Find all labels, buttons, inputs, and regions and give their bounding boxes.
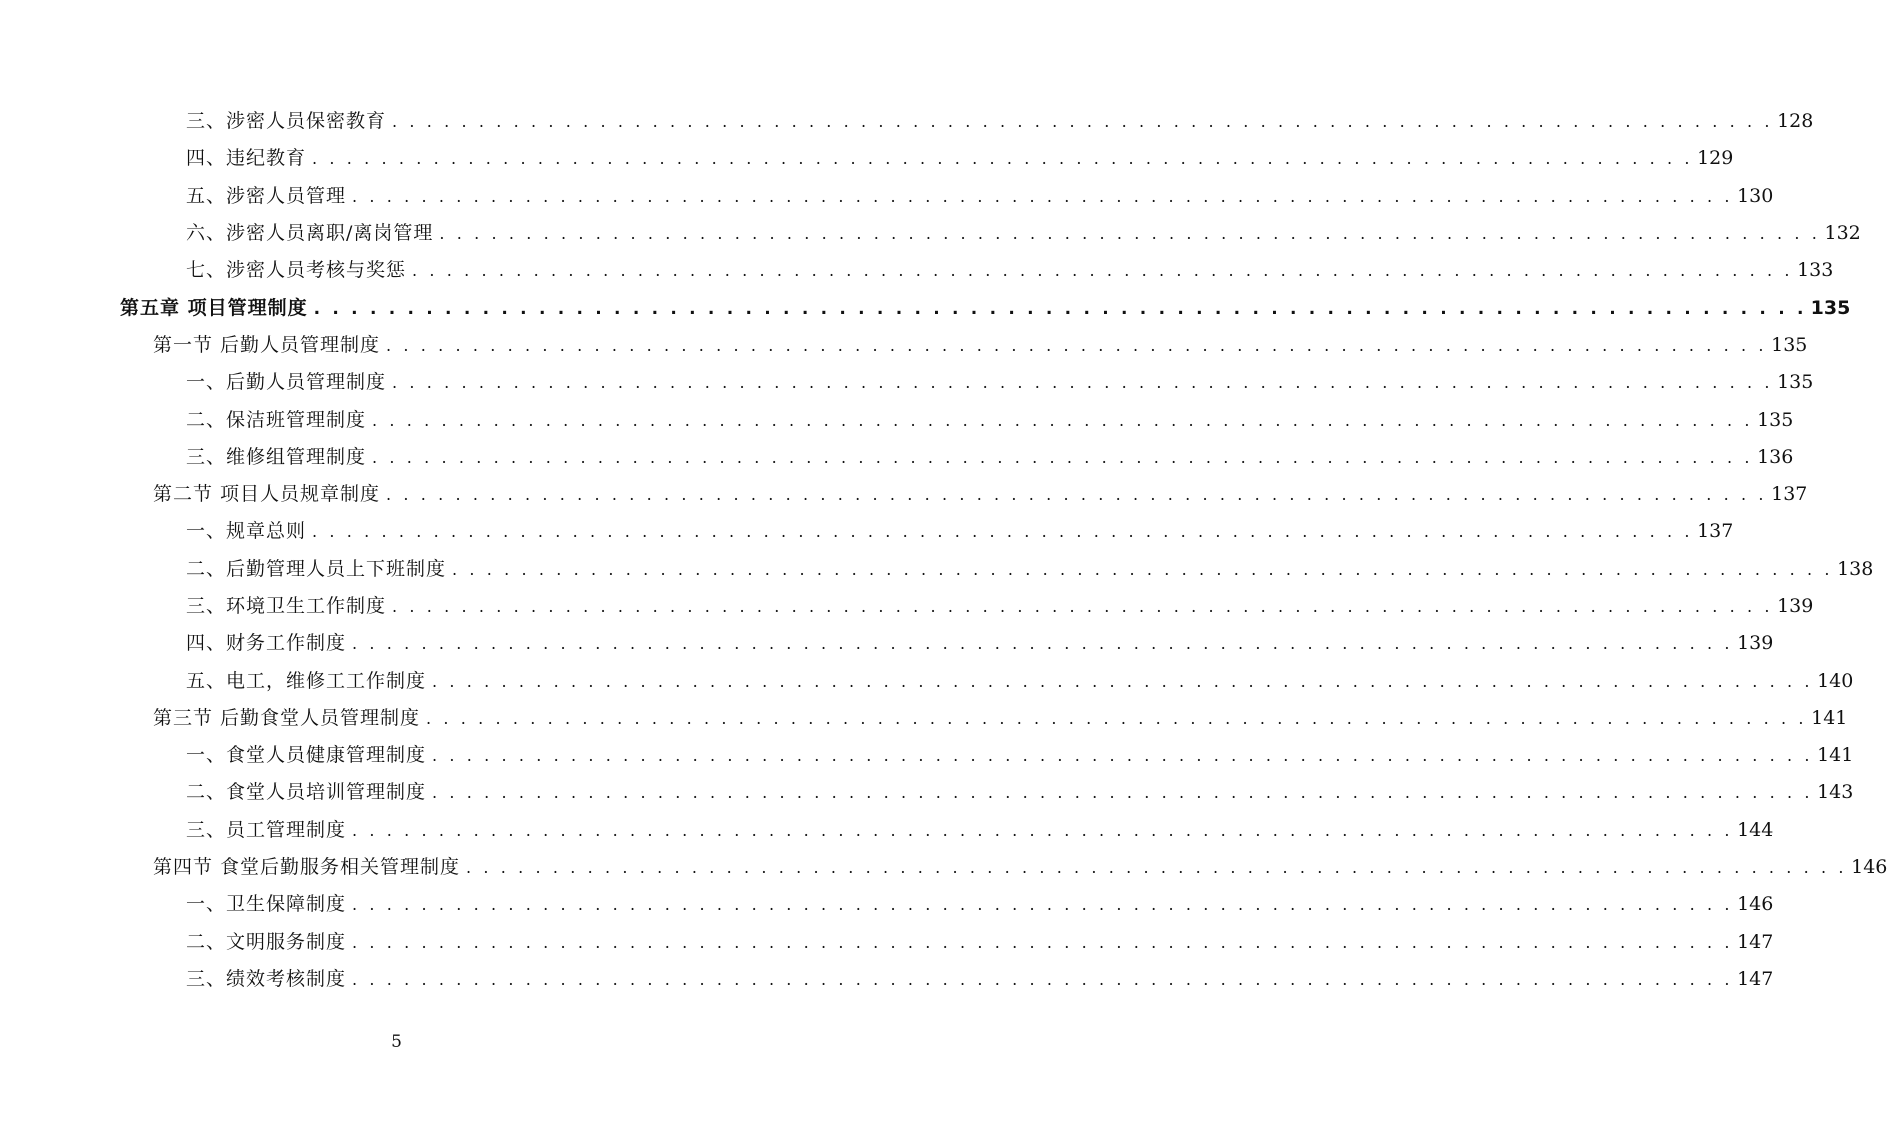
toc-entry-page: 143 (1817, 781, 1854, 804)
toc-leader-dots: . . . . . . . . . . . . . . . . . . . . . . . . . . . . . . . . . . . . . . . . . . . . . . . . . . . . . . . . . . . . . . . . . . . . . . . . . . . . . . . . (392, 597, 1774, 616)
toc-item[interactable] (0, 586, 1814, 623)
toc-entry-page: 147 (1737, 930, 1774, 953)
toc-entry (186, 927, 1774, 954)
toc-leader-dots: . . . . . . . . . . . . . . . . . . . . . . . . . . . . . . . . . . . . . . . . . . . . . . . . . . . . . . . . . . . . . . . . . . . . . . . . . . . . . . . . (392, 112, 1774, 132)
toc-item[interactable] (0, 810, 1774, 847)
toc-leader-dots: . . . . . . . . . . . . . . . . . . . . . . . . . . . . . . . . . . . . . . . . . . . . . . . . . . . . . . . . . . . . . . . . . . . . . . . . . . . . . . . . (372, 447, 1754, 467)
toc-entry-title: 一、食堂人员健康管理制度 (186, 744, 427, 767)
toc-entry (186, 405, 1794, 432)
toc-item[interactable] (0, 772, 1854, 809)
toc-entry-title: 二、文明服务制度 (186, 930, 347, 953)
toc-entry (186, 367, 1814, 394)
toc-entry-title: 四、违纪教育 (186, 147, 307, 170)
toc-chapter[interactable] (0, 287, 1851, 324)
toc-entry-page: 136 (1757, 445, 1794, 468)
toc-entry-title: 二、保洁班管理制度 (186, 408, 367, 431)
toc-entry-title: 三、涉密人员保密教育 (186, 110, 387, 133)
toc-entry-title: 第一节 后勤人员管理制度 (153, 333, 381, 356)
toc-section[interactable] (0, 847, 1887, 884)
toc-entry-page: 133 (1797, 259, 1834, 282)
toc-entry-title: 五、涉密人员管理 (186, 184, 347, 207)
toc-section[interactable] (0, 325, 1808, 362)
toc-leader-dots: . . . . . . . . . . . . . . . . . . . . . . . . . . . . . . . . . . . . . . . . . . . . . . . . . . . . . . . . . . . . . . . . . . . . . . . . . . . . . . . . (386, 335, 1768, 355)
toc-entry (153, 852, 1887, 879)
toc-leader-dots: . . . . . . . . . . . . . . . . . . . . . . . . . . . . . . . . . . . . . . . . . . . . . . . . . . . . . . . . . . . . . . . . . . . . . . . . . . . . . . . . (466, 858, 1848, 878)
toc-entry (186, 516, 1734, 543)
toc-entry-page: 135 (1810, 296, 1851, 319)
toc-entry (186, 255, 1834, 282)
toc-leader-dots: . . . . . . . . . . . . . . . . . . . . . . . . . . . . . . . . . . . . . . . . . . . . . . . . . . . . . . . . . . . . . . . . . . . . . . . . . . . . . . . . (372, 410, 1754, 430)
toc-entry-title: 第四节 食堂后勤服务相关管理制度 (153, 856, 461, 879)
toc-item[interactable] (0, 735, 1854, 772)
toc-item[interactable] (0, 959, 1774, 996)
toc-entry (153, 330, 1808, 357)
toc-leader-dots: . . . . . . . . . . . . . . . . . . . . . . . . . . . . . . . . . . . . . . . . . . . . . . . . . . . . . . . . . . . . . . . . . . . . . . . . . . . . . . . . (392, 373, 1774, 393)
toc-entry-page: 141 (1811, 706, 1848, 729)
toc-entry (120, 293, 1851, 320)
toc-entry-title: 一、后勤人员管理制度 (186, 371, 387, 394)
toc-entry (153, 479, 1808, 506)
toc-entry (186, 591, 1814, 618)
toc-entry (186, 554, 1874, 581)
toc-item[interactable] (0, 623, 1774, 660)
toc-item[interactable] (0, 660, 1854, 697)
toc-entry (186, 777, 1854, 804)
toc-entry-page: 129 (1697, 147, 1734, 170)
toc-leader-dots: . . . . . . . . . . . . . . . . . . . . . . . . . . . . . . . . . . . . . . . . . . . . . . . . . . . . . . . . . . . . . . . . . . . . . . . . . . . . . . . . (352, 895, 1734, 915)
toc-entry (186, 628, 1774, 655)
toc-leader-dots: . . . . . . . . . . . . . . . . . . . . . . . . . . . . . . . . . . . . . . . . . . . . . . . . . . . . . . . . . . . . . . . . . . . . . . . . . . . . . . . . (352, 186, 1734, 206)
toc-item[interactable] (0, 922, 1774, 959)
toc-entry-title: 三、绩效考核制度 (186, 967, 347, 990)
toc-entry-title: 五、电工，维修工工作制度 (186, 669, 427, 692)
toc-entry-page: 138 (1837, 557, 1874, 580)
toc-entry-page: 144 (1737, 818, 1774, 841)
toc-entry-page: 135 (1757, 408, 1794, 431)
toc-entry-title: 七、涉密人员考核与奖惩 (186, 259, 407, 282)
toc-leader-dots: . . . . . . . . . . . . . . . . . . . . . . . . . . . . . . . . . . . . . . . . . . . . . . . . . . . . . . . . . . . . . . . . . . . . . . . . . . . . . . . . (352, 969, 1734, 989)
toc-item[interactable] (0, 138, 1734, 175)
toc-entry (186, 964, 1774, 991)
toc-leader-dots: . . . . . . . . . . . . . . . . . . . . . . . . . . . . . . . . . . . . . . . . . . . . . . . . . . . . . . . . . . . . . . . . . . . . . . . . . . . . . . . . (432, 746, 1814, 766)
toc-entry-title: 第三节 后勤食堂人员管理制度 (153, 706, 421, 729)
toc-leader-dots: . . . . . . . . . . . . . . . . . . . . . . . . . . . . . . . . . . . . . . . . . . . . . . . . . . . . . . . . . . . . . . . . . . . . . . . . . . . . . . . . (439, 224, 1821, 244)
toc-leader-dots: . . . . . . . . . . . . . . . . . . . . . . . . . . . . . . . . . . . . . . . . . . . . . . . . . . . . . . . . . . . . . . . . . . . . . . . . . . . . . . . . (312, 522, 1694, 542)
toc-leader-dots: . . . . . . . . . . . . . . . . . . . . . . . . . . . . . . . . . . . . . . . . . . . . . . . . . . . . . . . . . . . . . . . . . . . . . . . . . . . . . . . . (412, 261, 1794, 281)
toc-leader-dots: . . . . . . . . . . . . . . . . . . . . . . . . . . . . . . . . . . . . . . . . . . . . . . . . . . . . . . . . . . . . . . . . . . . . . . . . . . . . . . . . (312, 149, 1694, 169)
toc-entry-title: 第五章 项目管理制度 (120, 296, 308, 319)
toc-item[interactable] (0, 250, 1834, 287)
toc-entry-title: 四、财务工作制度 (186, 632, 347, 655)
toc-entry-page: 139 (1777, 595, 1814, 617)
toc-entry-page: 140 (1817, 669, 1854, 692)
toc-item[interactable] (0, 213, 1861, 250)
page-number: 5 (391, 1032, 402, 1052)
toc-leader-dots: . . . . . . . . . . . . . . . . . . . . . . . . . . . . . . . . . . . . . . . . . . . . . . . . . . . . . . . . . . . . . . . . . . . . . . . . . . . . . . . . (386, 485, 1768, 505)
toc-entry-page: 137 (1697, 520, 1734, 543)
toc-entry (186, 889, 1774, 916)
toc-entry-page: 146 (1737, 893, 1774, 916)
toc-entry-page: 132 (1824, 222, 1861, 245)
toc-leader-dots: . . . . . . . . . . . . . . . . . . . . . . . . . . . . . . . . . . . . . . . . . . . . . . . . . . . . . . . . . . . . . . . . . . . . . . . . . . . . . . . . (432, 671, 1814, 691)
toc-item[interactable] (0, 176, 1774, 213)
toc-entry (186, 143, 1734, 170)
toc-entry-title: 三、员工管理制度 (186, 818, 347, 841)
toc-entry-title: 一、卫生保障制度 (186, 893, 347, 916)
toc-section[interactable] (0, 474, 1808, 511)
toc-entry-page: 130 (1737, 184, 1774, 207)
toc-leader-dots: . . . . . . . . . . . . . . . . . . . . . . . . . . . . . . . . . . . . . . . . . . . . . . . . . . . . . . . . . . . . . . . . . . . . . . . . . . . . . . . . (426, 708, 1808, 728)
toc-leader-dots: . . . . . . . . . . . . . . . . . . . . . . . . . . . . . . . . . . . . . . . . . . . . . . . . . . . . . . . . . . . . . . . . . . . . . . . . . . . . . . . . (432, 783, 1814, 803)
toc-entry (186, 218, 1861, 245)
toc-entry-title: 三、环境卫生工作制度 (186, 595, 387, 617)
table-of-contents (0, 101, 1887, 996)
toc-entry-title: 一、规章总则 (186, 520, 307, 543)
toc-leader-dots: . . . . . . . . . . . . . . . . . . . . . . . . . . . . . . . . . . . . . . . . . . . . . . . . . . . . . . . . . . . . . . . . . . . . . . . . . . . . . . . . (452, 559, 1834, 579)
toc-item[interactable] (0, 549, 1874, 586)
toc-item[interactable] (0, 362, 1814, 399)
toc-entry-title: 二、食堂人员培训管理制度 (186, 781, 427, 804)
toc-leader-dots: . . . . . . . . . . . . . . . . . . . . . . . . . . . . . . . . . . . . . . . . . . . . . . . . . . . . . . . . . . . . . . . . . . . . . . . . . . . . . . . . (352, 820, 1734, 840)
toc-entry (186, 106, 1814, 133)
toc-leader-dots: . . . . . . . . . . . . . . . . . . . . . . . . . . . . . . . . . . . . . . . . . . . . . . . . . . . . . . . . . . . . . . . . . . . . . . . . . . . . . . . . (352, 932, 1734, 952)
toc-entry (186, 815, 1774, 842)
toc-item[interactable] (0, 884, 1774, 921)
toc-entry (186, 442, 1794, 469)
toc-entry-page: 147 (1737, 967, 1774, 990)
toc-leader-dots: . . . . . . . . . . . . . . . . . . . . . . . . . . . . . . . . . . . . . . . . . . . . . . . . . . . . . . . . . . . . . . . . . . . . . . . . . . . . . . . . (313, 298, 1807, 319)
toc-entry-page: 146 (1851, 856, 1887, 879)
toc-item[interactable] (0, 101, 1814, 138)
toc-entry-title: 二、后勤管理人员上下班制度 (186, 557, 447, 580)
toc-item[interactable] (0, 399, 1794, 436)
toc-item[interactable] (0, 511, 1734, 548)
toc-entry (186, 666, 1854, 693)
toc-entry-title: 三、维修组管理制度 (186, 445, 367, 468)
toc-entry-page: 137 (1771, 483, 1808, 506)
toc-entry-page: 135 (1777, 371, 1814, 394)
toc-entry-page: 135 (1771, 333, 1808, 356)
toc-leader-dots: . . . . . . . . . . . . . . . . . . . . . . . . . . . . . . . . . . . . . . . . . . . . . . . . . . . . . . . . . . . . . . . . . . . . . . . . . . . . . . . . (352, 634, 1734, 654)
toc-entry (186, 181, 1774, 208)
toc-entry-page: 139 (1737, 632, 1774, 655)
toc-entry (186, 740, 1854, 767)
toc-entry-page: 141 (1817, 744, 1854, 767)
toc-entry (153, 703, 1848, 730)
toc-entry-title: 第二节 项目人员规章制度 (153, 483, 381, 506)
toc-entry-title: 六、涉密人员离职/离岗管理 (186, 222, 434, 245)
toc-section[interactable] (0, 698, 1848, 735)
toc-entry-page: 128 (1777, 110, 1814, 133)
toc-item[interactable] (0, 437, 1794, 474)
